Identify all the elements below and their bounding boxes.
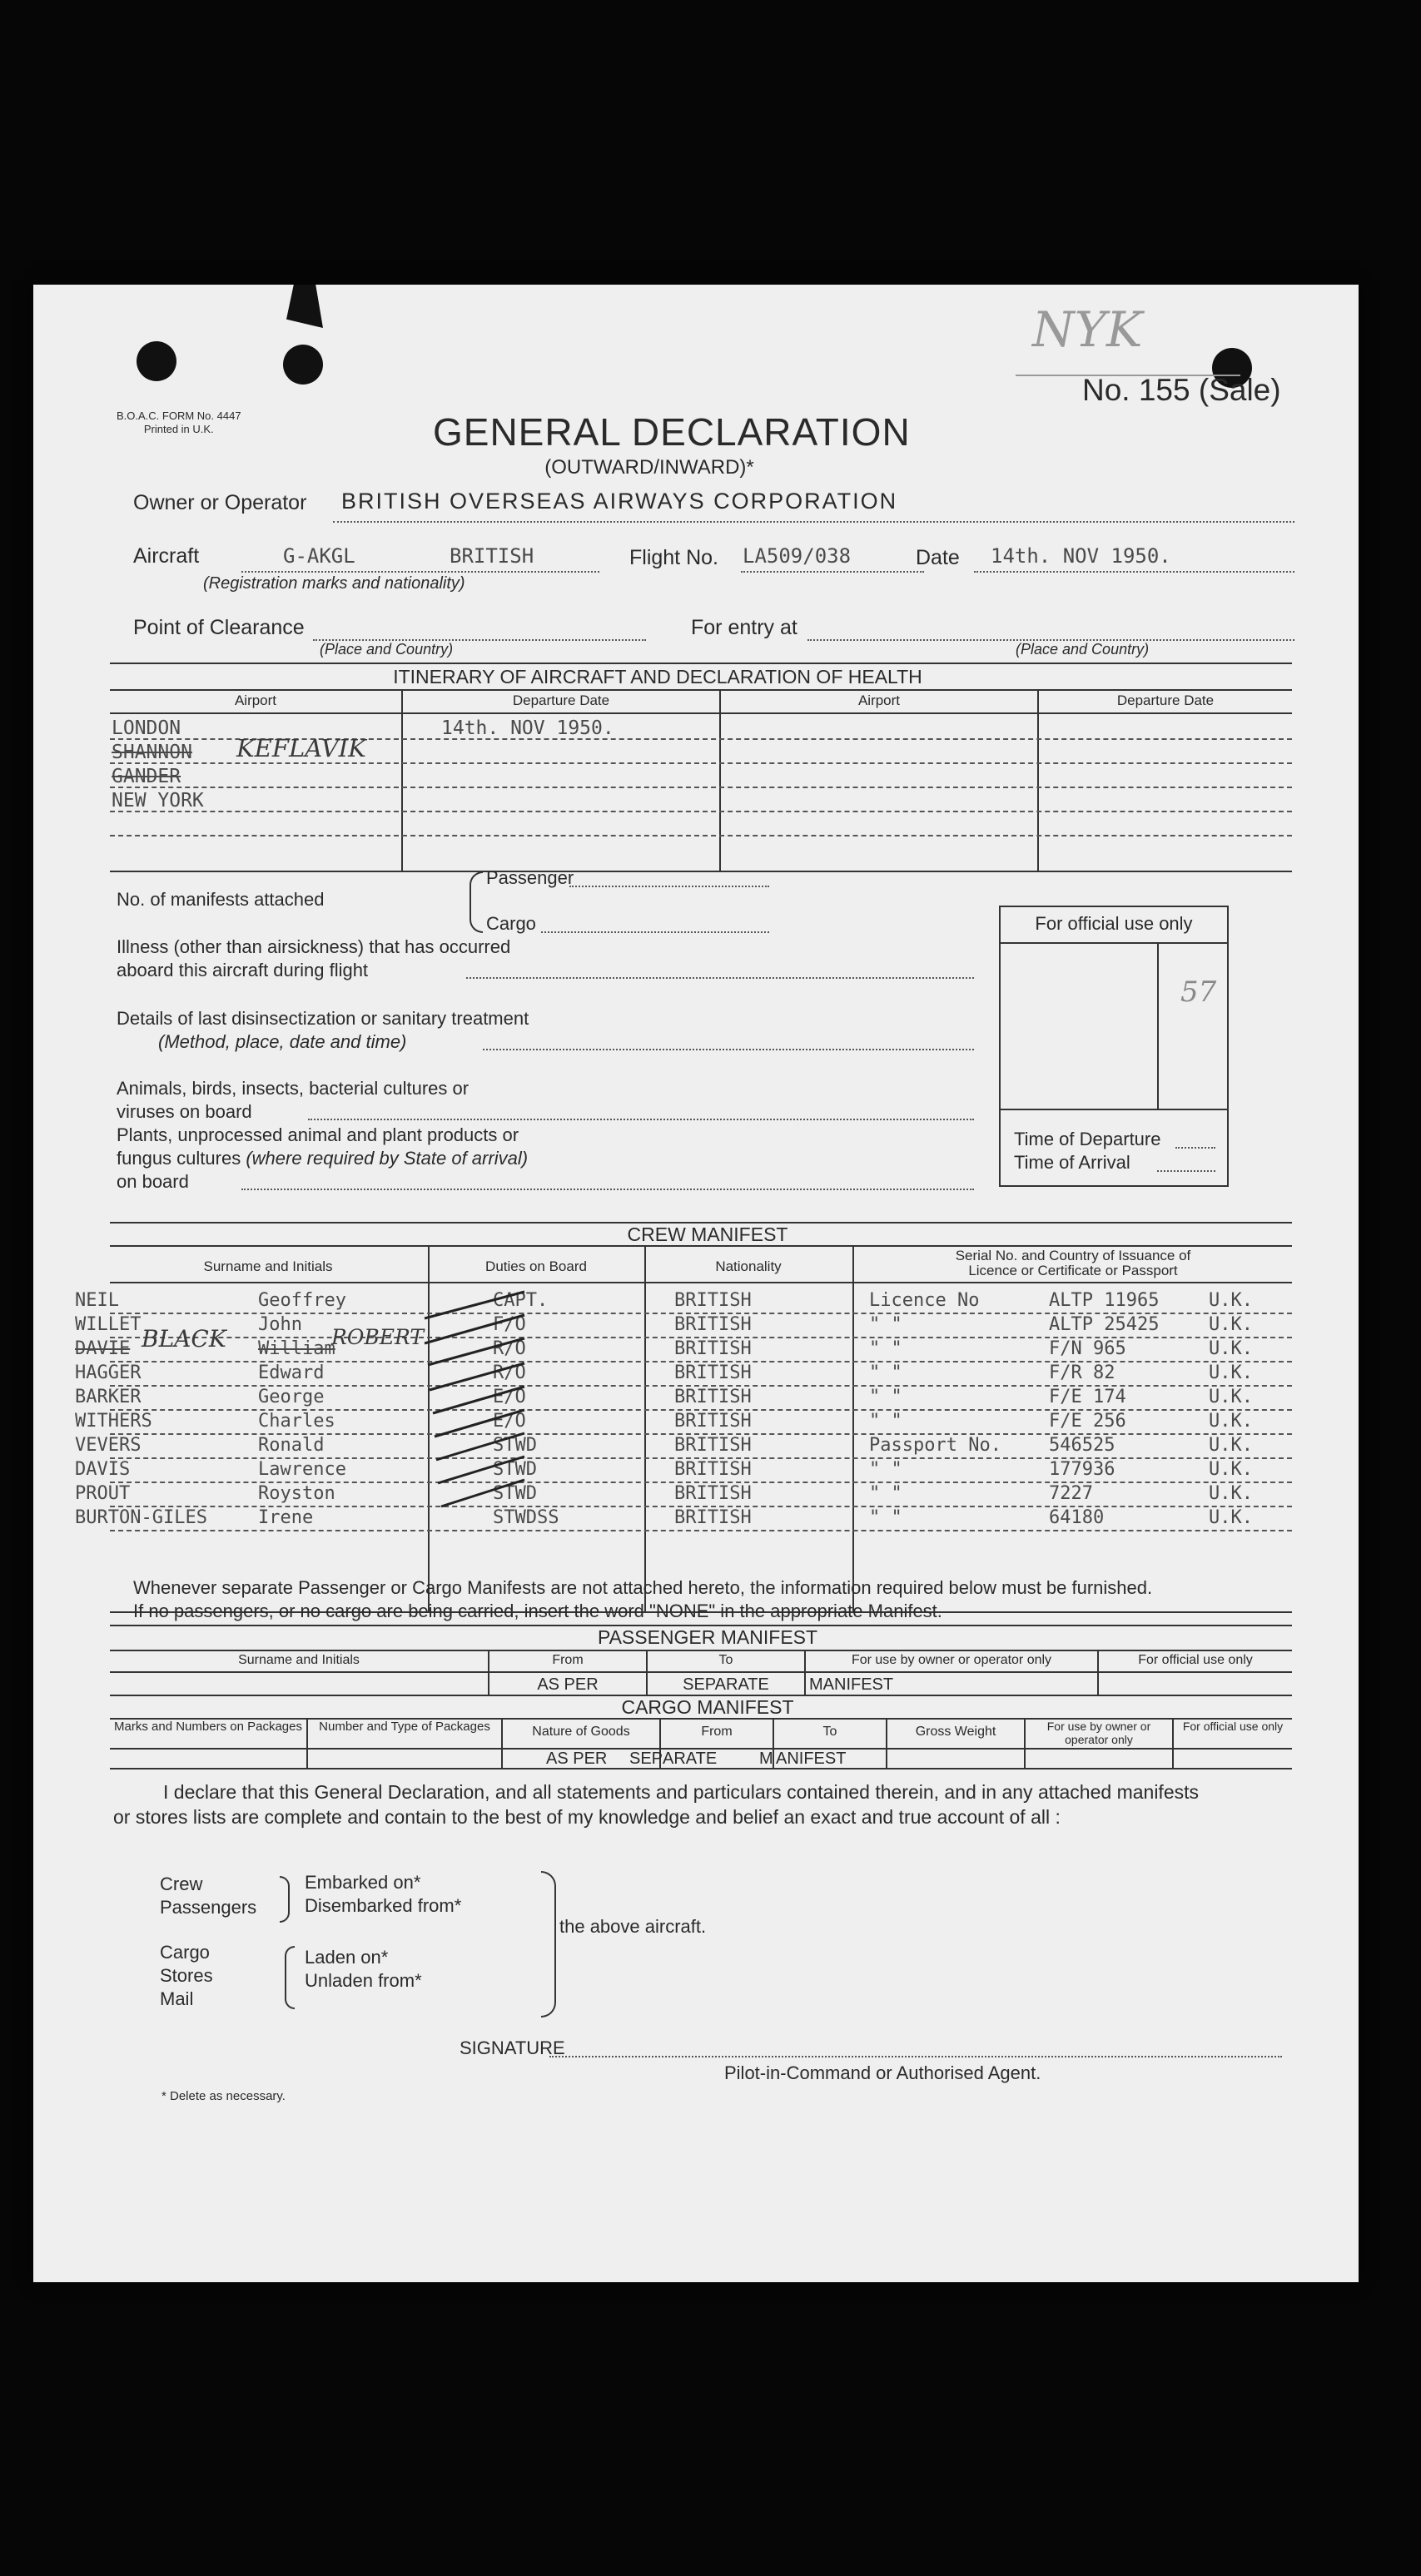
entry-label: For entry at [691, 616, 797, 639]
aircraft-line [241, 571, 599, 573]
itinerary-header-airport-2: Airport [857, 692, 901, 708]
passenger-line [569, 886, 769, 887]
decl-group-item: Passengers [160, 1897, 257, 1918]
entry-note: (Place and Country) [1016, 641, 1150, 658]
date-label: Date [916, 546, 960, 569]
declaration-form [33, 285, 1359, 2282]
column-rule [1157, 942, 1159, 1109]
crew-country: U.K. [1209, 1338, 1253, 1359]
brace [541, 1871, 556, 2018]
date-value: 14th. NOV 1950. [991, 544, 1171, 568]
aircraft-registration: G-AKGL [283, 544, 355, 568]
plants-dots [241, 1189, 974, 1190]
disinsect-dots [483, 1049, 974, 1050]
punch-hole [137, 341, 176, 381]
illness-label [117, 936, 510, 982]
rule [110, 871, 1292, 872]
signature-label: SIGNATURE [460, 2037, 565, 2058]
column-rule [852, 1245, 854, 1611]
pm-header-owner: For use by owner or operator only [851, 1653, 1052, 1667]
crew-duty: STWD [493, 1459, 537, 1480]
paper-tear [286, 285, 323, 328]
crew-document: " " [869, 1362, 902, 1383]
crew-document-number: F/R 82 [1049, 1362, 1115, 1383]
crew-document: " " [869, 1411, 902, 1432]
crew-country: U.K. [1209, 1290, 1253, 1311]
crew-given-name: Edward [258, 1362, 325, 1383]
crew-given-name: Ronald [258, 1435, 325, 1456]
declaration-text [113, 1779, 1199, 1829]
cm-header-official: For official use only [1182, 1720, 1284, 1733]
itinerary-airport: GANDER [112, 766, 181, 787]
crew-duty: R/O [493, 1362, 526, 1383]
column-rule [306, 1718, 308, 1768]
decl-option: Disembarked from* [305, 1895, 462, 1916]
crew-header-surname: Surname and Initials [203, 1258, 333, 1274]
decl-group-item: Stores [160, 1965, 213, 1986]
crew-duty: E/O [493, 1387, 526, 1407]
crew-nationality: BRITISH [674, 1290, 752, 1311]
crew-duty: E/O [493, 1411, 526, 1432]
decl-option: Embarked on* [305, 1872, 421, 1893]
crew-document-number: ALTP 25425 [1049, 1314, 1160, 1335]
form-id-line: B.O.A.C. FORM No. 4447 [117, 409, 241, 422]
illness-line: Illness (other than airsickness) that has occurred [117, 936, 511, 957]
official-use-title: For official use only [1035, 913, 1193, 934]
crew-document: " " [869, 1314, 902, 1335]
cm-cell: SEP [629, 1750, 663, 1768]
manifests-label: No. of manifests attached [117, 889, 325, 910]
crew-document-number: F/N 965 [1049, 1338, 1126, 1359]
crew-nationality: BRITISH [674, 1459, 752, 1480]
row-rule [110, 787, 1292, 788]
crew-country: U.K. [1209, 1435, 1253, 1456]
crew-surname: DAVIE [75, 1338, 131, 1359]
crew-given-name: Royston [258, 1483, 335, 1504]
crew-duty: STWD [493, 1483, 537, 1504]
crew-header-licence-line: Serial No. and Country of Issuance of [955, 1248, 1191, 1263]
plants-line: fungus cultures [117, 1148, 241, 1169]
rule [110, 1650, 1292, 1651]
cm-cell: ANIFEST [776, 1750, 847, 1768]
plants-label [117, 1124, 528, 1194]
time-arrival-line [1157, 1170, 1215, 1172]
crew-document-number: 7227 [1049, 1483, 1093, 1504]
column-rule [401, 689, 403, 871]
flight-line [741, 571, 924, 573]
rule [110, 1245, 1292, 1247]
disinsect-line: Details of last disinsectization or sanitary treatment [117, 1008, 529, 1029]
aircraft-label: Aircraft [133, 544, 200, 568]
manifest-cargo: Cargo [486, 913, 536, 934]
notice-line: If no passengers, or no cargo are being carried, insert the word "NONE" in the appropriate Manifest. [133, 1601, 942, 1621]
disinsect-note: (Method, place, date and time) [158, 1031, 407, 1052]
animals-line: Animals, birds, insects, bacterial cultures or [117, 1078, 470, 1099]
row-rule [110, 1530, 1292, 1531]
itinerary-airport: NEW YORK [112, 790, 204, 812]
crew-given-name: Lawrence [258, 1459, 346, 1480]
cm-cell: ARATE [663, 1750, 718, 1768]
owner-label: Owner or Operator [133, 491, 307, 514]
crew-header-licence [854, 1248, 1292, 1278]
row-rule [110, 835, 1292, 836]
crew-given-name: William [258, 1338, 335, 1359]
crew-surname: BURTON-GILES [75, 1507, 207, 1528]
crew-document: " " [869, 1507, 902, 1528]
crew-nationality: BRITISH [674, 1507, 752, 1528]
decl-group-item: Mail [160, 1988, 194, 2009]
declaration-line: or stores lists are complete and contain to the best of my knowledge and belief an exact and true account of all : [113, 1806, 1061, 1828]
crew-nationality: BRITISH [674, 1387, 752, 1407]
cm-header-to: To [822, 1725, 837, 1739]
pm-header-to: To [718, 1653, 733, 1667]
aircraft-note: (Registration marks and nationality) [203, 574, 465, 593]
pm-header-from: From [552, 1653, 584, 1667]
crew-document-number: 177936 [1049, 1459, 1115, 1480]
cm-header-nature: Nature of Goods [532, 1725, 630, 1739]
animals-label [117, 1077, 469, 1124]
crew-country: U.K. [1209, 1314, 1253, 1335]
column-rule [804, 1650, 806, 1695]
rule [999, 942, 1227, 944]
crew-surname: WITHERS [75, 1411, 152, 1432]
crew-country: U.K. [1209, 1411, 1253, 1432]
nyk-annotation: NYK [1032, 301, 1143, 358]
itinerary-airport: LONDON [112, 717, 181, 739]
rule [110, 1671, 1292, 1673]
crew-document: " " [869, 1338, 902, 1359]
official-number: 57 [1180, 975, 1217, 1009]
illness-line: aboard this aircraft during flight [117, 960, 369, 980]
clearance-note: (Place and Country) [320, 641, 454, 658]
cm-header-owner: For use by owner or operator only [1046, 1720, 1151, 1746]
crew-given-name: Geoffrey [258, 1290, 346, 1311]
cargo-manifest-heading: CARGO MANIFEST [621, 1696, 794, 1718]
crew-surname: DAVIS [75, 1459, 131, 1480]
crew-country: U.K. [1209, 1387, 1253, 1407]
cargo-line [541, 931, 769, 933]
clearance-label: Point of Clearance [133, 616, 305, 639]
itinerary-header-date-2: Departure Date [1116, 692, 1215, 708]
column-rule [1097, 1650, 1099, 1695]
rule [110, 1768, 1292, 1769]
crew-country: U.K. [1209, 1362, 1253, 1383]
crew-surname: VEVERS [75, 1435, 142, 1456]
form-id-line: Printed in U.K. [143, 423, 214, 435]
pm-cell: AS PER [537, 1675, 599, 1694]
crew-document-number: F/E 174 [1049, 1387, 1126, 1407]
decl-group-1 [160, 1873, 256, 1919]
row-rule [110, 762, 1292, 764]
owner-value: BRITISH OVERSEAS AIRWAYS CORPORATION [341, 489, 898, 514]
rule [110, 1282, 1292, 1283]
form-number: No. 155 (Sale) [1082, 373, 1281, 407]
rule [110, 689, 1292, 691]
decl-group-2 [160, 1941, 213, 2011]
itinerary-departure-date: 14th. NOV 1950. [441, 717, 614, 739]
itinerary-airport-handwritten: KEFLAVIK [236, 734, 366, 762]
crew-given-name: John [258, 1314, 302, 1335]
crew-duty: STWDSS [493, 1507, 559, 1528]
rule [999, 1109, 1227, 1110]
date-line [974, 571, 1294, 573]
disinsect-label [117, 1007, 529, 1054]
itinerary-header-airport: Airport [234, 692, 277, 708]
decl-option: Unladen from* [305, 1970, 422, 1991]
crew-surname: PROUT [75, 1483, 131, 1504]
pm-header-official: For official use only [1138, 1653, 1253, 1667]
animals-line: viruses on board [117, 1101, 252, 1122]
column-rule [1172, 1718, 1174, 1768]
decl-group-item: Cargo [160, 1942, 210, 1963]
signature-role: Pilot-in-Command or Authorised Agent. [724, 2062, 1041, 2083]
itinerary-heading: ITINERARY OF AIRCRAFT AND DECLARATION OF HEALTH [393, 666, 922, 687]
pm-header-surname: Surname and Initials [238, 1653, 360, 1667]
decl-suffix: the above aircraft. [559, 1916, 707, 1937]
crew-document-number: F/E 256 [1049, 1411, 1126, 1432]
crew-surname: WILLET [75, 1314, 142, 1335]
time-departure-label: Time of Departure [1014, 1129, 1161, 1149]
cm-cell: M [759, 1750, 773, 1768]
notice-line: Whenever separate Passenger or Cargo Manifests are not attached hereto, the information required below must be furnished. [133, 1577, 1153, 1598]
animals-dots [308, 1119, 974, 1120]
crew-nationality: BRITISH [674, 1362, 752, 1383]
column-rule [886, 1718, 887, 1768]
crew-duty: STWD [493, 1435, 537, 1456]
column-rule [1024, 1718, 1026, 1768]
column-rule [1037, 689, 1039, 871]
crew-document: " " [869, 1459, 902, 1480]
crew-country: U.K. [1209, 1483, 1253, 1504]
crew-nationality: BRITISH [674, 1338, 752, 1359]
crew-document-number: ALTP 11965 [1049, 1290, 1160, 1311]
crew-document: " " [869, 1483, 902, 1504]
cm-header-weight: Gross Weight [915, 1725, 996, 1739]
crew-correction: BLACK [142, 1325, 226, 1353]
flight-value: LA509/038 [743, 544, 852, 568]
crew-header-nationality: Nationality [715, 1258, 782, 1274]
crew-document-number: 64180 [1049, 1507, 1105, 1528]
crew-country: U.K. [1209, 1459, 1253, 1480]
pm-cell: SEPARATE [683, 1675, 769, 1694]
column-rule [719, 689, 721, 871]
owner-line [333, 521, 1294, 523]
brace [280, 1876, 290, 1923]
cm-header-number: Number and Type of Packages [319, 1720, 490, 1734]
cm-header-from: From [701, 1725, 733, 1739]
crew-given-name: George [258, 1387, 325, 1407]
page-title: GENERAL DECLARATION [433, 410, 911, 454]
crew-nationality: BRITISH [674, 1314, 752, 1335]
rule [110, 712, 1292, 714]
declaration-line: I declare that this General Declaration, and all statements and particulars contained therein, and in any attached manifests [163, 1781, 1199, 1803]
plants-line: on board [117, 1171, 189, 1192]
crew-given-name: Charles [258, 1411, 335, 1432]
crew-document: Licence No [869, 1290, 980, 1311]
aircraft-nationality: BRITISH [450, 544, 534, 568]
crew-header-licence-line: Licence or Certificate or Passport [968, 1263, 1178, 1278]
itinerary-airport: SHANNON [112, 742, 192, 763]
decl-group-2-opts [305, 1946, 422, 1993]
crew-duty: R/O [493, 1338, 526, 1359]
plants-note: (where required by State of arrival) [246, 1148, 529, 1169]
row-rule [110, 811, 1292, 812]
crew-header-duties: Duties on Board [485, 1258, 587, 1274]
crew-surname: NEIL [75, 1290, 119, 1311]
passenger-manifest-heading: PASSENGER MANIFEST [597, 1626, 818, 1648]
crew-given-name: Irene [258, 1507, 314, 1528]
crew-document: Passport No. [869, 1435, 1001, 1456]
pm-cell: MANIFEST [809, 1675, 894, 1694]
rule [110, 663, 1292, 664]
decl-group-item: Crew [160, 1874, 203, 1894]
crew-surname: BARKER [75, 1387, 142, 1407]
crew-nationality: BRITISH [674, 1435, 752, 1456]
column-rule [501, 1718, 503, 1768]
crew-surname: HAGGER [75, 1362, 142, 1383]
time-departure-line [1175, 1147, 1215, 1149]
signature-line[interactable] [549, 2056, 1282, 2057]
page-subtitle: (OUTWARD/INWARD)* [544, 456, 754, 479]
form-id [117, 409, 241, 436]
footnote: * Delete as necessary. [161, 2089, 286, 2103]
column-rule [644, 1245, 646, 1611]
punch-hole [283, 345, 323, 385]
itinerary-header-date: Departure Date [512, 692, 610, 708]
decl-option: Laden on* [305, 1947, 389, 1968]
brace [470, 871, 483, 933]
crew-country: U.K. [1209, 1507, 1253, 1528]
manifest-passenger: Passenger [486, 867, 574, 888]
notice [133, 1576, 1152, 1623]
crew-document: " " [869, 1387, 902, 1407]
brace [285, 1946, 295, 2009]
crew-duty: F/O [493, 1314, 526, 1335]
decl-group-1-opts [305, 1871, 461, 1918]
cm-header-marks: Marks and Numbers on Packages [114, 1720, 302, 1734]
plants-line: Plants, unprocessed animal and plant products or [117, 1124, 519, 1145]
flight-label: Flight No. [629, 546, 718, 569]
cm-cell: AS PER [546, 1750, 608, 1768]
crew-nationality: BRITISH [674, 1483, 752, 1504]
illness-dots [466, 977, 974, 979]
time-arrival-label: Time of Arrival [1014, 1152, 1130, 1173]
crew-duty: CAPT. [493, 1290, 549, 1311]
crew-document-number: 546525 [1049, 1435, 1115, 1456]
crew-nationality: BRITISH [674, 1411, 752, 1432]
crew-correction-2: ROBERT [331, 1325, 424, 1349]
crew-heading: CREW MANIFEST [627, 1223, 788, 1245]
